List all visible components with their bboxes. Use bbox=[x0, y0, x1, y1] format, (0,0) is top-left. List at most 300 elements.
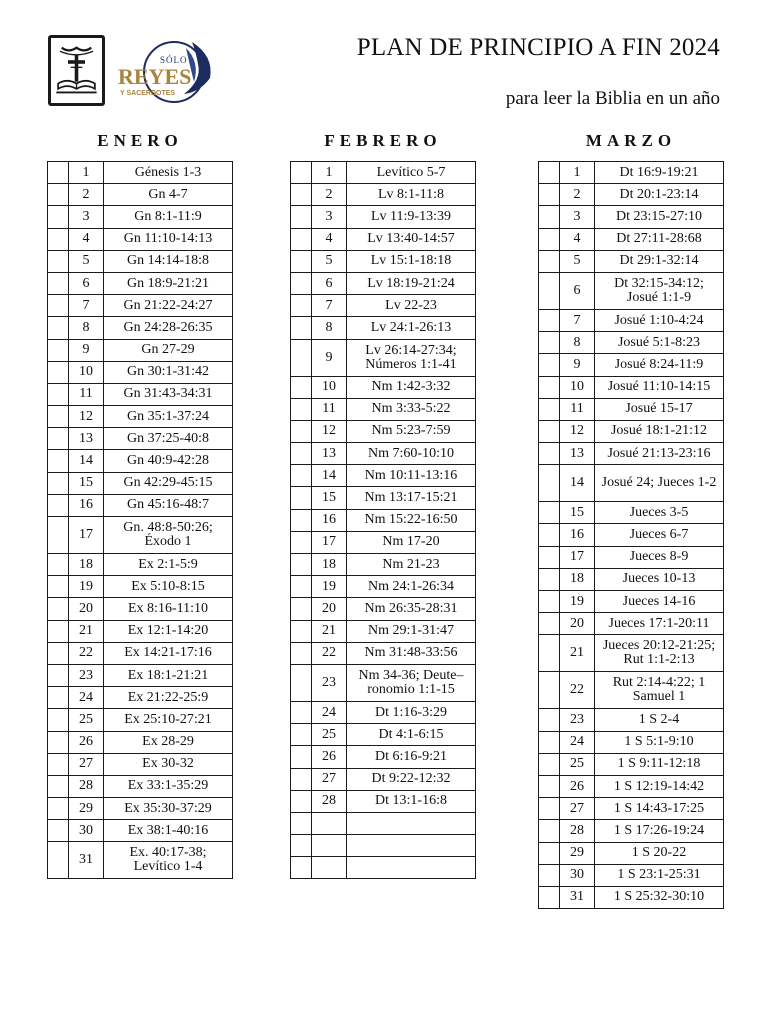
table-row bbox=[291, 790, 476, 812]
reading-passage: Nm 13:17-15:21 bbox=[347, 487, 476, 509]
table-row bbox=[291, 576, 476, 598]
reading-passage: 1 S 2-4 bbox=[595, 709, 724, 731]
table-row bbox=[48, 295, 233, 317]
day-number: 10 bbox=[69, 361, 104, 383]
checkbox-cell[interactable] bbox=[48, 664, 69, 686]
table-row bbox=[539, 228, 724, 250]
table-row bbox=[291, 509, 476, 531]
checkbox-cell[interactable] bbox=[539, 546, 560, 568]
checkbox-cell[interactable] bbox=[539, 820, 560, 842]
reading-passage: Gn 30:1-31:42 bbox=[104, 361, 233, 383]
day-number: 24 bbox=[560, 731, 595, 753]
checkbox-cell[interactable] bbox=[539, 672, 560, 709]
reading-passage: Nm 5:23-7:59 bbox=[347, 420, 476, 442]
table-row bbox=[539, 709, 724, 731]
table-row bbox=[291, 857, 476, 879]
checkbox-cell[interactable] bbox=[291, 465, 312, 487]
table-row bbox=[48, 775, 233, 797]
table-row bbox=[539, 250, 724, 272]
checkbox-cell[interactable] bbox=[291, 620, 312, 642]
reading-passage: 1 S 12:19-14:42 bbox=[595, 775, 724, 797]
checkbox-cell[interactable] bbox=[291, 509, 312, 531]
checkbox-cell[interactable] bbox=[291, 701, 312, 723]
checkbox-cell[interactable] bbox=[291, 768, 312, 790]
day-number: 28 bbox=[69, 775, 104, 797]
checkbox-cell[interactable] bbox=[291, 724, 312, 746]
checkbox-cell[interactable] bbox=[539, 162, 560, 184]
checkbox-cell[interactable] bbox=[539, 354, 560, 376]
reading-passage: Lv 22-23 bbox=[347, 295, 476, 317]
reading-passage: Ex 8:16-11:10 bbox=[104, 598, 233, 620]
reading-passage: Lv 13:40-14:57 bbox=[347, 228, 476, 250]
table-row bbox=[539, 886, 724, 908]
reading-passage: Ex. 40:17-38; Levítico 1-4 bbox=[104, 842, 233, 879]
checkbox-cell[interactable] bbox=[48, 450, 69, 472]
checkbox-cell[interactable] bbox=[48, 184, 69, 206]
reading-passage: Nm 3:33-5:22 bbox=[347, 398, 476, 420]
day-number: 22 bbox=[560, 672, 595, 709]
reading-passage: Génesis 1-3 bbox=[104, 162, 233, 184]
day-number: 12 bbox=[560, 420, 595, 442]
reading-passage: Nm 31:48-33:56 bbox=[347, 642, 476, 664]
checkbox-cell[interactable] bbox=[291, 531, 312, 553]
table-row bbox=[291, 487, 476, 509]
day-number: 17 bbox=[312, 531, 347, 553]
month-title: FEBRERO bbox=[324, 131, 442, 150]
reading-passage: Gn 4-7 bbox=[104, 184, 233, 206]
checkbox-cell[interactable] bbox=[539, 842, 560, 864]
day-number: 3 bbox=[560, 206, 595, 228]
table-row bbox=[291, 206, 476, 228]
checkbox-cell[interactable] bbox=[291, 443, 312, 465]
day-number: 21 bbox=[312, 620, 347, 642]
day-number: 11 bbox=[560, 398, 595, 420]
reading-passage: Dt 6:16-9:21 bbox=[347, 746, 476, 768]
reading-passage bbox=[347, 812, 476, 834]
day-number: 1 bbox=[312, 162, 347, 184]
checkbox-cell[interactable] bbox=[48, 709, 69, 731]
reading-passage: Dt 16:9-19:21 bbox=[595, 162, 724, 184]
reading-passage: Gn 42:29-45:15 bbox=[104, 472, 233, 494]
table-row bbox=[48, 184, 233, 206]
reading-passage: Nm 29:1-31:47 bbox=[347, 620, 476, 642]
day-number: 9 bbox=[560, 354, 595, 376]
checkbox-cell[interactable] bbox=[48, 554, 69, 576]
table-row bbox=[48, 731, 233, 753]
day-number: 22 bbox=[69, 642, 104, 664]
table-row bbox=[291, 812, 476, 834]
checkbox-cell[interactable] bbox=[539, 524, 560, 546]
reading-passage: Gn 11:10-14:13 bbox=[104, 228, 233, 250]
day-number: 19 bbox=[560, 591, 595, 613]
day-number: 13 bbox=[69, 428, 104, 450]
checkbox-cell[interactable] bbox=[539, 250, 560, 272]
table-row bbox=[48, 450, 233, 472]
checkbox-cell[interactable] bbox=[291, 250, 312, 272]
table-row bbox=[539, 524, 724, 546]
reading-passage: Dt 4:1-6:15 bbox=[347, 724, 476, 746]
checkbox-cell[interactable] bbox=[48, 272, 69, 294]
checkbox-cell[interactable] bbox=[291, 812, 312, 834]
checkbox-cell[interactable] bbox=[291, 642, 312, 664]
checkbox-cell[interactable] bbox=[539, 568, 560, 590]
reading-passage: Dt 20:1-23:14 bbox=[595, 184, 724, 206]
checkbox-cell[interactable] bbox=[539, 443, 560, 465]
day-number: 29 bbox=[560, 842, 595, 864]
table-row bbox=[48, 317, 233, 339]
reading-passage: Lv 18:19-21:24 bbox=[347, 272, 476, 294]
table-row bbox=[291, 250, 476, 272]
checkbox-cell[interactable] bbox=[291, 295, 312, 317]
reading-passage: Nm 24:1-26:34 bbox=[347, 576, 476, 598]
table-row bbox=[291, 465, 476, 487]
day-number: 6 bbox=[560, 272, 595, 309]
table-row bbox=[48, 339, 233, 361]
table-row bbox=[48, 428, 233, 450]
day-number: 27 bbox=[69, 753, 104, 775]
reading-passage: Ex 12:1-14:20 bbox=[104, 620, 233, 642]
day-number: 13 bbox=[560, 443, 595, 465]
day-number: 9 bbox=[312, 339, 347, 376]
day-number: 23 bbox=[312, 664, 347, 701]
table-row bbox=[291, 768, 476, 790]
table-row bbox=[48, 361, 233, 383]
table-row bbox=[539, 206, 724, 228]
day-number: 17 bbox=[69, 517, 104, 554]
month-column-enero bbox=[47, 129, 233, 879]
checkbox-cell[interactable] bbox=[48, 250, 69, 272]
checkbox-cell[interactable] bbox=[48, 228, 69, 250]
reading-passage: Ex 2:1-5:9 bbox=[104, 554, 233, 576]
reading-passage: Ex 30-32 bbox=[104, 753, 233, 775]
checkbox-cell[interactable] bbox=[48, 428, 69, 450]
reading-passage: Nm 26:35-28:31 bbox=[347, 598, 476, 620]
day-number: 15 bbox=[560, 502, 595, 524]
table-row bbox=[539, 162, 724, 184]
checkbox-cell[interactable] bbox=[291, 576, 312, 598]
table-row bbox=[539, 354, 724, 376]
checkbox-cell[interactable] bbox=[539, 332, 560, 354]
checkbox-cell[interactable] bbox=[48, 687, 69, 709]
day-number: 10 bbox=[312, 376, 347, 398]
table-row bbox=[539, 613, 724, 635]
checkbox-cell[interactable] bbox=[291, 746, 312, 768]
day-number: 23 bbox=[69, 664, 104, 686]
checkbox-cell[interactable] bbox=[539, 613, 560, 635]
day-number: 21 bbox=[69, 620, 104, 642]
reading-passage: Lv 26:14-27:34; Números 1:1-41 bbox=[347, 339, 476, 376]
day-number: 26 bbox=[69, 731, 104, 753]
table-row bbox=[48, 576, 233, 598]
reading-passage: Josué 8:24-11:9 bbox=[595, 354, 724, 376]
reading-passage: Levítico 5-7 bbox=[347, 162, 476, 184]
reading-passage: Ex 25:10-27:21 bbox=[104, 709, 233, 731]
checkbox-cell[interactable] bbox=[48, 798, 69, 820]
day-number: 16 bbox=[312, 509, 347, 531]
reading-passage: Nm 7:60-10:10 bbox=[347, 443, 476, 465]
day-number: 11 bbox=[69, 383, 104, 405]
checkbox-cell[interactable] bbox=[48, 361, 69, 383]
checkbox-cell[interactable] bbox=[291, 206, 312, 228]
checkbox-cell[interactable] bbox=[48, 820, 69, 842]
day-number: 19 bbox=[69, 576, 104, 598]
checkbox-cell[interactable] bbox=[291, 339, 312, 376]
day-number: 18 bbox=[69, 554, 104, 576]
table-row bbox=[539, 546, 724, 568]
table-row bbox=[48, 272, 233, 294]
table-row bbox=[48, 228, 233, 250]
day-number: 4 bbox=[560, 228, 595, 250]
checkbox-cell[interactable] bbox=[48, 383, 69, 405]
reading-passage: 1 S 17:26-19:24 bbox=[595, 820, 724, 842]
checkbox-cell[interactable] bbox=[48, 753, 69, 775]
checkbox-cell[interactable] bbox=[291, 664, 312, 701]
day-number: 18 bbox=[560, 568, 595, 590]
day-number: 28 bbox=[560, 820, 595, 842]
day-number: 18 bbox=[312, 554, 347, 576]
reading-passage: Josué 24; Jueces 1-2 bbox=[595, 465, 724, 502]
checkbox-cell[interactable] bbox=[291, 162, 312, 184]
day-number: 14 bbox=[69, 450, 104, 472]
day-number: 7 bbox=[69, 295, 104, 317]
checkbox-cell[interactable] bbox=[48, 775, 69, 797]
day-number: 7 bbox=[560, 309, 595, 331]
checkbox-cell[interactable] bbox=[291, 487, 312, 509]
reading-table bbox=[538, 161, 724, 909]
checkbox-cell[interactable] bbox=[48, 162, 69, 184]
page-title: PLAN DE PRINCIPIO A FIN 2024 bbox=[356, 34, 720, 61]
checkbox-cell[interactable] bbox=[291, 317, 312, 339]
day-number: 15 bbox=[69, 472, 104, 494]
reading-passage: Josué 1:10-4:24 bbox=[595, 309, 724, 331]
table-row bbox=[291, 376, 476, 398]
checkbox-cell[interactable] bbox=[48, 576, 69, 598]
day-number: 29 bbox=[69, 798, 104, 820]
table-row bbox=[539, 775, 724, 797]
checkbox-cell[interactable] bbox=[48, 339, 69, 361]
checkbox-cell[interactable] bbox=[291, 420, 312, 442]
reading-passage: Gn 27-29 bbox=[104, 339, 233, 361]
church-emblem-logo bbox=[48, 35, 105, 106]
day-number: 6 bbox=[69, 272, 104, 294]
day-number: 31 bbox=[560, 886, 595, 908]
checkbox-cell[interactable] bbox=[539, 886, 560, 908]
day-number: 14 bbox=[560, 465, 595, 502]
reading-passage: Gn 40:9-42:28 bbox=[104, 450, 233, 472]
page-subtitle: para leer la Biblia en un año bbox=[505, 88, 720, 109]
day-number: 5 bbox=[312, 250, 347, 272]
reading-passage: Nm 17-20 bbox=[347, 531, 476, 553]
table-row bbox=[539, 568, 724, 590]
table-row bbox=[291, 295, 476, 317]
checkbox-cell[interactable] bbox=[539, 753, 560, 775]
day-number: 16 bbox=[560, 524, 595, 546]
day-number: 4 bbox=[69, 228, 104, 250]
day-number: 30 bbox=[560, 864, 595, 886]
checkbox-cell[interactable] bbox=[539, 502, 560, 524]
day-number: 14 bbox=[312, 465, 347, 487]
table-row bbox=[539, 798, 724, 820]
reading-passage: Ex 5:10-8:15 bbox=[104, 576, 233, 598]
day-number: 15 bbox=[312, 487, 347, 509]
checkbox-cell[interactable] bbox=[48, 642, 69, 664]
table-row bbox=[539, 184, 724, 206]
checkbox-cell[interactable] bbox=[48, 406, 69, 428]
month-column-febrero bbox=[290, 129, 476, 879]
reading-passage: Gn 24:28-26:35 bbox=[104, 317, 233, 339]
day-number: 11 bbox=[312, 398, 347, 420]
checkbox-cell[interactable] bbox=[48, 472, 69, 494]
reading-passage: Ex 14:21-17:16 bbox=[104, 642, 233, 664]
table-row bbox=[539, 272, 724, 309]
reading-passage: Dt 29:1-32:14 bbox=[595, 250, 724, 272]
day-number bbox=[312, 835, 347, 857]
checkbox-cell[interactable] bbox=[539, 591, 560, 613]
checkbox-cell[interactable] bbox=[291, 272, 312, 294]
table-row bbox=[539, 420, 724, 442]
checkbox-cell[interactable] bbox=[539, 184, 560, 206]
checkbox-cell[interactable] bbox=[539, 398, 560, 420]
table-row bbox=[291, 835, 476, 857]
reading-passage: Nm 1:42-3:32 bbox=[347, 376, 476, 398]
reading-passage: Jueces 3-5 bbox=[595, 502, 724, 524]
day-number: 7 bbox=[312, 295, 347, 317]
table-row bbox=[48, 620, 233, 642]
table-row bbox=[48, 494, 233, 516]
solo-reyes-logo bbox=[114, 36, 218, 106]
day-number: 25 bbox=[312, 724, 347, 746]
day-number: 23 bbox=[560, 709, 595, 731]
day-number: 9 bbox=[69, 339, 104, 361]
day-number: 27 bbox=[312, 768, 347, 790]
reading-passage: Jueces 20:12-21:25; Rut 1:1-2:13 bbox=[595, 635, 724, 672]
logo-text-top: SÓLO bbox=[160, 55, 188, 65]
checkbox-cell[interactable] bbox=[291, 228, 312, 250]
day-number: 19 bbox=[312, 576, 347, 598]
table-row bbox=[291, 724, 476, 746]
reading-passage: Jueces 10-13 bbox=[595, 568, 724, 590]
reading-passage: Lv 11:9-13:39 bbox=[347, 206, 476, 228]
table-row bbox=[48, 753, 233, 775]
reading-passage: Dt 32:15-34:12; Josué 1:1-9 bbox=[595, 272, 724, 309]
checkbox-cell[interactable] bbox=[48, 295, 69, 317]
checkbox-cell[interactable] bbox=[291, 857, 312, 879]
day-number bbox=[312, 857, 347, 879]
checkbox-cell[interactable] bbox=[539, 635, 560, 672]
checkbox-cell[interactable] bbox=[291, 398, 312, 420]
month-title: ENERO bbox=[97, 131, 183, 150]
checkbox-cell[interactable] bbox=[48, 494, 69, 516]
checkbox-cell[interactable] bbox=[48, 317, 69, 339]
table-row bbox=[48, 642, 233, 664]
table-row bbox=[539, 465, 724, 502]
checkbox-cell[interactable] bbox=[539, 376, 560, 398]
day-number: 12 bbox=[312, 420, 347, 442]
checkbox-cell[interactable] bbox=[539, 228, 560, 250]
table-row bbox=[291, 642, 476, 664]
table-row bbox=[539, 591, 724, 613]
table-row bbox=[539, 398, 724, 420]
reading-passage: Jueces 14-16 bbox=[595, 591, 724, 613]
day-number: 31 bbox=[69, 842, 104, 879]
day-number: 13 bbox=[312, 443, 347, 465]
table-row bbox=[539, 635, 724, 672]
checkbox-cell[interactable] bbox=[48, 842, 69, 879]
checkbox-cell[interactable] bbox=[48, 731, 69, 753]
checkbox-cell[interactable] bbox=[291, 598, 312, 620]
reading-table bbox=[47, 161, 233, 879]
reading-passage: Nm 34-36; Deute–ronomio 1:1-15 bbox=[347, 664, 476, 701]
day-number: 30 bbox=[69, 820, 104, 842]
reading-passage: Rut 2:14-4:22; 1 Samuel 1 bbox=[595, 672, 724, 709]
reading-table bbox=[290, 161, 476, 879]
table-row bbox=[291, 228, 476, 250]
reading-passage: Jueces 8-9 bbox=[595, 546, 724, 568]
day-number bbox=[312, 812, 347, 834]
reading-passage: 1 S 20-22 bbox=[595, 842, 724, 864]
reading-passage bbox=[347, 857, 476, 879]
reading-passage: Gn 31:43-34:31 bbox=[104, 383, 233, 405]
day-number: 27 bbox=[560, 798, 595, 820]
day-number: 5 bbox=[69, 250, 104, 272]
reading-passage: Lv 15:1-18:18 bbox=[347, 250, 476, 272]
table-row bbox=[48, 250, 233, 272]
checkbox-cell[interactable] bbox=[539, 731, 560, 753]
checkbox-cell[interactable] bbox=[291, 184, 312, 206]
checkbox-cell[interactable] bbox=[291, 554, 312, 576]
checkbox-cell[interactable] bbox=[291, 835, 312, 857]
table-row bbox=[291, 701, 476, 723]
day-number: 25 bbox=[560, 753, 595, 775]
checkbox-cell[interactable] bbox=[539, 206, 560, 228]
checkbox-cell[interactable] bbox=[539, 709, 560, 731]
table-row bbox=[48, 554, 233, 576]
table-row bbox=[291, 184, 476, 206]
checkbox-cell[interactable] bbox=[539, 309, 560, 331]
checkbox-cell[interactable] bbox=[48, 598, 69, 620]
checkbox-cell[interactable] bbox=[539, 272, 560, 309]
month-column-marzo bbox=[538, 129, 724, 909]
reading-passage bbox=[347, 835, 476, 857]
table-row bbox=[539, 672, 724, 709]
reading-passage: Nm 15:22-16:50 bbox=[347, 509, 476, 531]
reading-passage: Gn 14:14-18:8 bbox=[104, 250, 233, 272]
checkbox-cell[interactable] bbox=[539, 798, 560, 820]
month-title: MARZO bbox=[585, 131, 677, 150]
table-row bbox=[291, 531, 476, 553]
reading-passage: Josué 21:13-23:16 bbox=[595, 443, 724, 465]
checkbox-cell[interactable] bbox=[539, 775, 560, 797]
day-number: 8 bbox=[69, 317, 104, 339]
checkbox-cell[interactable] bbox=[539, 465, 560, 502]
table-row bbox=[48, 798, 233, 820]
table-row bbox=[539, 443, 724, 465]
checkbox-cell[interactable] bbox=[539, 420, 560, 442]
checkbox-cell[interactable] bbox=[291, 790, 312, 812]
checkbox-cell[interactable] bbox=[291, 376, 312, 398]
checkbox-cell[interactable] bbox=[48, 517, 69, 554]
checkbox-cell[interactable] bbox=[539, 864, 560, 886]
table-row bbox=[48, 383, 233, 405]
checkbox-cell[interactable] bbox=[48, 206, 69, 228]
table-row bbox=[48, 517, 233, 554]
table-row bbox=[539, 842, 724, 864]
table-row bbox=[291, 746, 476, 768]
table-row bbox=[48, 664, 233, 686]
day-number: 26 bbox=[312, 746, 347, 768]
checkbox-cell[interactable] bbox=[48, 620, 69, 642]
table-row bbox=[291, 420, 476, 442]
